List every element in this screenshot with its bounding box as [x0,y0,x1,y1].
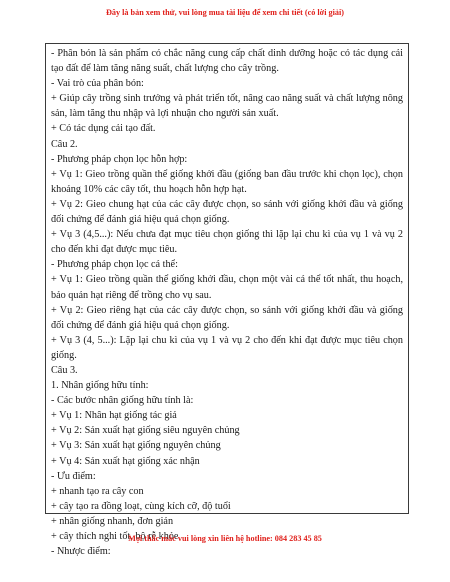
hotline-footer: Mọi thắc mắc vui lòng xin liên hệ hotline: 084 283 45 85 [128,534,322,543]
paragraph: + Vụ 1: Gieo trồng quần thể giống khởi đầu (giống ban đầu trước khi chọn lọc), chọn khoảng 10% các cây tốt, thu hoạch hỗn hợp hạt. [51,168,403,195]
list-item: + Vụ 3: Sản xuất hạt giống nguyên chủng [51,440,221,452]
paragraph: + Vụ 1: Gieo trồng quần thể giống khởi đầu, chọn một vài cá thể tốt nhất, thu hoạch, bảo quản hạt riêng để trồng cho vụ sau. [51,274,403,301]
paragraph: - Vai trò của phân bón: [51,78,144,90]
list-item: + cây thích nghi tốt, bộ rễ khỏe [51,531,179,542]
list-item: + cây tạo ra đồng loạt, cùng kích cỡ, độ tuổi [51,500,231,512]
paragraph: - Phân bón là sản phẩm có chắc năng cung cấp chất dinh dưỡng hoặc có tác dụng cải tạo đất để làm tăng năng suất, chất lượng cho cây trồng. [51,48,403,75]
paragraph: - Phương pháp chọn lọc hỗn hợp: [51,153,188,165]
list-item: + Vụ 4: Sản xuất hạt giống xác nhận [51,455,200,467]
paragraph: - Các bước nhân giống hữu tính là: [51,395,194,407]
paragraph: 1. Nhân giống hữu tính: [51,380,149,392]
list-item: + Vụ 2: Sản xuất hạt giống siêu nguyên chủng [51,425,240,437]
paragraph: + Vụ 2: Gieo chung hạt của các cây được chọn, so sánh với giống khởi đầu và giống đối chứng để đánh giá hiệu quả chọn giống. [51,198,403,226]
paragraph: + Giúp cây trồng sinh trưởng và phát triển tốt, nâng cao năng suất và chất lượng nông sản, làm tăng thu nhập và lợi nhuận cho người sản xuất. [51,93,403,120]
section-heading: Câu 2. [51,138,78,150]
paragraph: + Vụ 3 (4, 5...): Lặp lại chu kì của vụ 1 và vụ 2 cho đến khi đạt được mục tiêu chọn giống. [51,334,403,361]
section-heading: Câu 3. [51,364,78,376]
preview-notice-banner: Đây là bản xem thử, vui lòng mua tài liệu để xem chi tiết (có lời giải) [105,8,344,17]
list-item: + Vụ 1: Nhân hạt giống tác giả [51,410,177,422]
paragraph: - Phương pháp chọn lọc cá thể: [51,259,178,271]
list-item: + nhân giống nhanh, đơn giản [51,515,174,527]
paragraph: + Có tác dụng cải tạo đất. [51,123,156,135]
paragraph: + Vụ 3 (4,5...): Nếu chưa đạt mục tiêu chọn giống thì lặp lại chu kì của vụ 1 và vụ 2 cho đến khi đạt được mục tiêu. [51,229,403,256]
list-item: + nhanh tạo ra cây con [51,485,144,497]
paragraph: - Ưu điểm: [51,470,96,482]
paragraph: + Vụ 2: Gieo riêng hạt của các cây được chọn, so sánh với giống khởi đầu và giống đối chứng để đánh giá hiệu quả chọn giống. [51,304,403,331]
paragraph: - Nhược điểm: [51,546,111,558]
